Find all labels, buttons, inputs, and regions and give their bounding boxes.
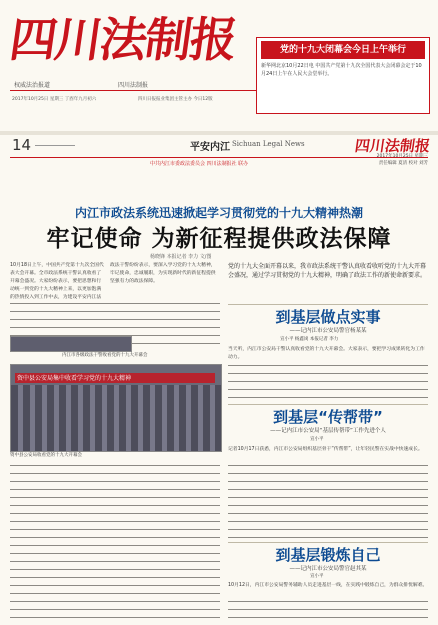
photo-1 (10, 336, 132, 352)
lead-headline[interactable]: 牢记使命 为新征程提供政法保障 (46, 226, 392, 252)
page-number-text: 14 (12, 136, 32, 154)
lead-kicker: 内江市政法系统迅速掀起学习贯彻党的十九大精神热潮 (74, 206, 363, 220)
page-number (12, 136, 75, 154)
lead-intro: 党的十九大全面开幕以来，我市政法系统干警认真收看收听党的十九大开幕会盛况，通过学习贯彻党的十九大精神，明确了政法工作的新使命新要求。 (228, 263, 427, 279)
page-number-rule (35, 145, 75, 146)
section-3-byline: 宣小平 (310, 574, 324, 579)
section-divider (228, 542, 428, 543)
lead-column-1: 10月18日上午，中国共产党第十九次全国代表大会开幕。全市政法系统干警认真收看了开幕会盛况。大家纷纷表示，要把思想和行动统一到党的十九大精神上来，以更加饱满的热情投入到工作中去，为建设平安内江法 (10, 263, 104, 300)
lead-byline: 杨晓锋 本报记者 李力 文/图 (150, 254, 212, 260)
section-3-subtitle: ——记内江市公安局警官赵其某 (289, 566, 367, 572)
section-title-en: Sichuan Legal News (232, 140, 305, 148)
publisher-info: 四川日报报业集团主管主办 今日12版 (138, 97, 213, 102)
section-1-title[interactable]: 到基层做点实事 (275, 308, 381, 326)
section-divider (228, 404, 428, 405)
masthead-tagline: 权威法治报道 (14, 82, 51, 89)
section-3-text (228, 598, 428, 620)
page-logo: 四川法制报 (353, 137, 432, 155)
lead-column-2: 政法干警纷纷表示，要深入学习党的十九大精神，牢记使命，忠诚履职，为实现新时代的新征程提供坚强有力的政法保障。 (110, 263, 216, 284)
page-header-rule (10, 157, 428, 158)
section-2-byline: 宣小平 (310, 437, 324, 442)
section-1-lead: 当天听，内江市公安局干警认真收看党的十九大开幕会。大家表示，要把学习成果转化为工作动力。 (228, 347, 425, 360)
photo-2-audience (11, 385, 221, 451)
issue-date: 2017年10月25日 星期三 丁酉年九月初六 (12, 97, 97, 102)
section-title: 平安内江 (190, 142, 230, 153)
section-divider (228, 304, 428, 305)
section-3-title[interactable]: 到基层锻炼自己 (275, 546, 381, 564)
photo-2-caption: 资中县公安局收看党的十九大开幕会 (10, 453, 82, 458)
section-3-lead: 10月12日，内江市公安局警务辅助人员走进基层一线，在实践中锻炼自己，为群众排忧解难。 (228, 583, 428, 588)
section-2-subtitle: ——记内江市公安局“基层传帮带”工作先进个人 (270, 428, 386, 434)
section-2-lead: 记者10月17日获悉，内江市公安局组织基层骨干“传帮带”，让年轻民警在实战中快速成长。 (228, 447, 423, 452)
section-2-text (228, 462, 428, 540)
section-1-byline: 宣小平 杨鑫岗 本报记者 李力 (280, 337, 339, 342)
page-sub-meta: 中共内江市委政法委员会 四川法制报社 联办 (150, 161, 249, 167)
front-promo-box[interactable] (256, 37, 430, 114)
section-1-subtitle: ——记内江市公安局警官杨某某 (289, 328, 367, 334)
lead-continued-text (10, 462, 220, 620)
section-2-title[interactable]: 到基层“传帮带” (273, 408, 383, 426)
photo-2-banner-text: 资中县公安局集中收看学习党的十九大精神 (17, 375, 132, 382)
photo-1-caption: 内江市各级政法干警收看党的十九大开幕会 (62, 353, 148, 358)
masthead-paper-name: 四川法制报 (118, 82, 149, 89)
page-meta (356, 153, 428, 167)
section-1-text (228, 362, 428, 402)
promo-title: 党的十九大闭幕会今日上午举行 (261, 41, 425, 59)
newspaper-logo: 四川法制报 (6, 13, 239, 68)
page-editors: 责任编辑 夏清 校对 刘芳 (378, 161, 428, 166)
promo-text: 新华网北京10月22日电 中国共产党第十九次全国代表大会闭幕会定于10月24日上午在人民大会堂举行。 (261, 63, 422, 77)
photo-2 (10, 364, 222, 452)
